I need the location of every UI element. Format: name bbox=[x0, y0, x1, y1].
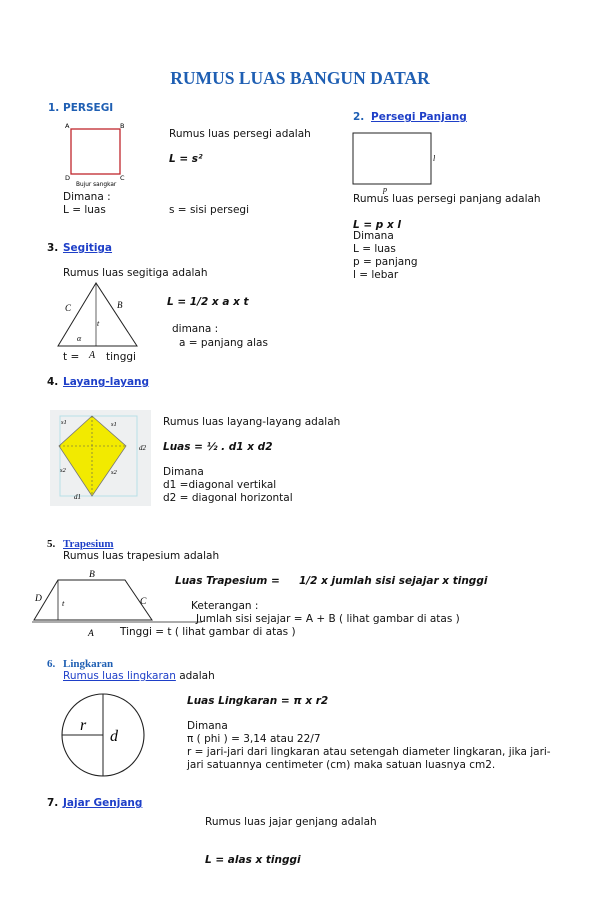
lingkaran-formula: Luas Lingkaran = π x r2 bbox=[187, 695, 329, 707]
triangle-label-t: t bbox=[97, 319, 100, 328]
kite-label-s1-left: s1 bbox=[61, 419, 67, 426]
lingkaran-r-definition-line2: jari satuannya centimeter (cm) maka satuan luasnya cm2. bbox=[187, 759, 496, 771]
square-label-d: D bbox=[65, 174, 71, 182]
section-number-segitiga: 3. bbox=[47, 242, 59, 254]
trapezoid-label-c: C bbox=[140, 597, 147, 607]
trapezoid-shape bbox=[34, 580, 152, 620]
trapesium-formula-right: 1/2 x jumlah sisi sejajar x tinggi bbox=[299, 575, 488, 587]
square-figure bbox=[62, 120, 132, 188]
persegi-formula: L = s² bbox=[169, 153, 203, 165]
layang-dimana: Dimana bbox=[163, 466, 204, 478]
rectangle-shape bbox=[353, 133, 431, 184]
triangle-label-b: B bbox=[117, 300, 123, 310]
persegi-panjang-p-definition: p = panjang bbox=[353, 256, 418, 268]
rectangle-label-p: p bbox=[383, 185, 387, 194]
persegi-panjang-heading-link[interactable]: Persegi Panjang bbox=[371, 111, 467, 123]
segitiga-heading-link[interactable]: Segitiga bbox=[63, 242, 113, 254]
lingkaran-intro-rest: adalah bbox=[175, 670, 215, 682]
triangle-figure bbox=[56, 280, 144, 362]
trapesium-keterangan: Keterangan : bbox=[191, 600, 259, 612]
segitiga-formula: L = 1/2 x a x t bbox=[167, 296, 249, 308]
section-number-lingkaran: 6. bbox=[47, 658, 56, 670]
trapezoid-label-a: A bbox=[88, 629, 94, 639]
kite-label-d1: d1 bbox=[74, 493, 81, 501]
circle-label-r: r bbox=[80, 717, 87, 734]
rectangle-figure bbox=[352, 131, 444, 193]
jajar-formula: L = alas x tinggi bbox=[205, 854, 301, 866]
lingkaran-r-definition-line1: r = jari-jari dari lingkaran atau setengah diameter lingkaran, jika jari- bbox=[187, 746, 551, 758]
persegi-panjang-l-definition: L = luas bbox=[353, 243, 396, 255]
persegi-heading: PERSEGI bbox=[63, 102, 114, 114]
persegi-panjang-dimana: Dimana bbox=[353, 230, 394, 242]
layang-d2-definition: d2 = diagonal horizontal bbox=[163, 492, 293, 504]
segitiga-intro: Rumus luas segitiga adalah bbox=[63, 267, 208, 279]
persegi-panjang-lebar-definition: l = lebar bbox=[353, 269, 399, 281]
square-label-b: B bbox=[120, 122, 125, 130]
lingkaran-intro-link[interactable]: Rumus luas lingkaran bbox=[63, 670, 176, 682]
segitiga-t-label: t = bbox=[63, 351, 80, 363]
triangle-label-c: C bbox=[65, 303, 72, 313]
segitiga-a-definition: a = panjang alas bbox=[179, 337, 268, 349]
circle-figure bbox=[58, 690, 154, 782]
section-number-jajar: 7. bbox=[47, 797, 59, 809]
square-label-a: A bbox=[65, 122, 70, 130]
kite-figure bbox=[50, 410, 154, 508]
section-number-trapesium: 5. bbox=[47, 538, 56, 550]
persegi-dimana: Dimana : bbox=[63, 191, 111, 203]
jajar-intro: Rumus luas jajar genjang adalah bbox=[205, 816, 377, 828]
layang-heading-link[interactable]: Layang-layang bbox=[63, 376, 150, 388]
triangle-label-alpha: α bbox=[77, 334, 82, 343]
kite-label-d2: d2 bbox=[139, 444, 146, 452]
triangle-shape bbox=[58, 283, 137, 346]
persegi-intro: Rumus luas persegi adalah bbox=[169, 128, 311, 140]
lingkaran-dimana: Dimana bbox=[187, 720, 228, 732]
trapesium-formula-left: Luas Trapesium = bbox=[175, 575, 280, 587]
layang-d1-definition: d1 =diagonal vertikal bbox=[163, 479, 277, 491]
section-number-layang: 4. bbox=[47, 376, 59, 388]
trapezoid-label-d: D bbox=[35, 594, 42, 604]
square-label-c: C bbox=[120, 174, 125, 182]
section-number-persegi-panjang: 2. bbox=[353, 111, 365, 123]
layang-formula: Luas = ½ . d1 x d2 bbox=[163, 441, 273, 453]
layang-intro: Rumus luas layang-layang adalah bbox=[163, 416, 341, 428]
kite-label-s2-right: s2 bbox=[111, 469, 117, 476]
trapesium-tinggi-definition: Tinggi = t ( lihat gambar di atas ) bbox=[120, 626, 296, 638]
rectangle-label-l: l bbox=[433, 154, 436, 163]
kite-label-s2-left: s2 bbox=[60, 467, 66, 474]
triangle-label-a: A bbox=[89, 350, 96, 361]
section-number-persegi: 1. bbox=[48, 102, 60, 114]
circle-label-d: d bbox=[110, 728, 118, 745]
trapezoid-label-t: t bbox=[62, 598, 65, 608]
jajar-heading-link[interactable]: Jajar Genjang bbox=[63, 797, 143, 809]
trapesium-intro: Rumus luas trapesium adalah bbox=[63, 550, 220, 562]
kite-label-s1-right: s1 bbox=[111, 421, 117, 428]
square-caption: Bujur sangkar bbox=[76, 182, 117, 188]
trapesium-jumlah-definition: Jumlah sisi sejajar = A + B ( lihat gambar di atas ) bbox=[196, 613, 460, 625]
persegi-s-definition: s = sisi persegi bbox=[169, 204, 250, 216]
trapesium-heading-link[interactable]: Trapesium bbox=[63, 538, 114, 550]
persegi-l-definition: L = luas bbox=[63, 204, 106, 216]
persegi-panjang-intro: Rumus luas persegi panjang adalah bbox=[353, 193, 541, 205]
persegi-panjang-formula: L = p x l bbox=[353, 219, 401, 231]
lingkaran-pi-definition: π ( phi ) = 3,14 atau 22/7 bbox=[187, 733, 321, 745]
lingkaran-heading: Lingkaran bbox=[63, 658, 114, 670]
square-shape bbox=[71, 129, 120, 174]
page-title: RUMUS LUAS BANGUN DATAR bbox=[170, 68, 430, 88]
segitiga-dimana: dimana : bbox=[172, 323, 219, 335]
trapezoid-label-b: B bbox=[89, 570, 95, 580]
segitiga-t-word: tinggi bbox=[106, 351, 136, 363]
